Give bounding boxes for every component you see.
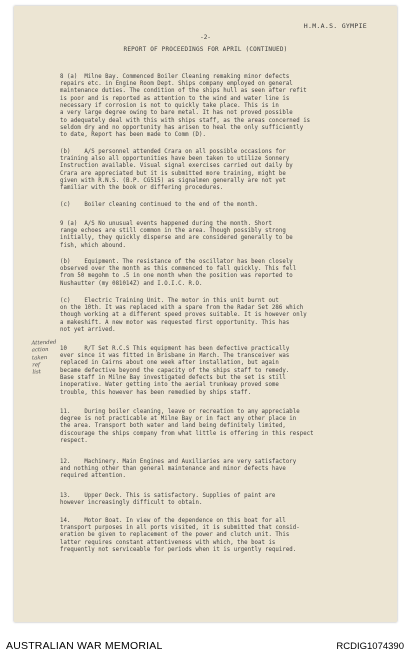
paragraph-13: 13. Upper Deck. This is satisfactory. Supplies of paint are however increasingly difficult to obtain.	[60, 492, 276, 507]
paragraph-8c: (c) Boiler cleaning continued to the end of the month.	[60, 201, 259, 208]
report-title: REPORT OF PROCEEDINGS FOR APRIL (CONTINUED)	[123, 46, 288, 53]
archive-footer	[0, 628, 412, 666]
archive-record-id: RCDIG1074390	[336, 641, 404, 652]
paragraph-9c: (c) Electric Training Unit. The motor in this unit burnt out on the 10th. It was replaced with a spare from the Radar Set 286 which though working at a different speed proves suitable. It is however only a makeshift. A new motor was requested first opportunity. This has not yet arrived.	[60, 297, 307, 334]
paragraph-11: 11. During boiler cleaning, leave or recreation to any appreciable degree is not practicable at Milne Bay or in fact any other place in the area. Transport both water and land being definitely limited, discourage the ships company from what little is offering in this respect respect.	[60, 408, 314, 445]
ship-header: H.M.A.S. GYMPIE	[303, 22, 367, 30]
paragraph-12: 12. Machinery. Main Engines and Auxiliaries are very satisfactory and nothing other than general maintenance and minor defects have required attention.	[60, 458, 297, 480]
paragraph-10: 10 R/T Set R.C.S This equipment has been defective practically ever since it was fitted in Brisbane in March. The transceiver was replaced in Cairns about one week after installation, but again became defective beyond the capacity of the ships staff to remedy. Base staff in Milne Bay investigated defects but the set is still inoperative. Water getting into the aerial trunkway proved some trouble, this however has been remedied by ships staff.	[60, 345, 290, 396]
page-number: -2-	[200, 34, 211, 41]
paragraph-9b: (b) Equipment. The resistance of the oscillator has been closely observed over the month as this commenced to fall quickly. This fell from 50 megohm to .5 in one month when the position was reported to Nushautter (my 081014Z) and I.O.I.C. R.O.	[60, 258, 297, 287]
archive-name: AUSTRALIAN WAR MEMORIAL	[6, 640, 163, 652]
paragraph-9a: 9 (a) A/S No unusual events happened during the month. Short range echoes are still common in the area. Though possibly strong initially, they quickly disperse and are considered generally to be fish, which abound.	[60, 220, 293, 249]
document-page	[14, 6, 397, 622]
paragraph-8b: (b) A/S personnel attended Crara on all possible occasions for training also all opportunities have been taken to utilize Sonnery Instruction available. Visual signal exercises carried out daily by Crara are appreciated but it is submitted more training, might be given with R.N.S. (B.P. CG515) as signalmen generally are not yet familiar with the book or differing procedures.	[60, 148, 293, 192]
paragraph-8a: 8 (a) Milne Bay. Commenced Boiler Cleaning remaking minor defects repairs etc. in Engine Room Dept. Ships company employed on general maintenance duties. The condition of the ships hull as seen after refit is poor and is reported as attention to the wind and water line is necessary if corrosion is not to quickly take place. This is in a very large degree owing to bare metal. It has not proved possible to adequately deal with this with ships staff, as the areas concerned is seldom dry and no opportunity has arisen to heal the only sufficiently to date, Report has been made to Comm (D).	[60, 73, 311, 139]
paragraph-14: 14. Motor Boat. In view of the dependence on this boat for all transport purposes in all ports visited, it is submitted that consid- eration be given to replacement of the power and clutch unit. This latter requires constant attentiveness with which, the boat is frequently not serviceable for periods when it is urgently required.	[60, 517, 300, 554]
handwritten-margin-note: Attended action taken ref list	[31, 339, 57, 376]
